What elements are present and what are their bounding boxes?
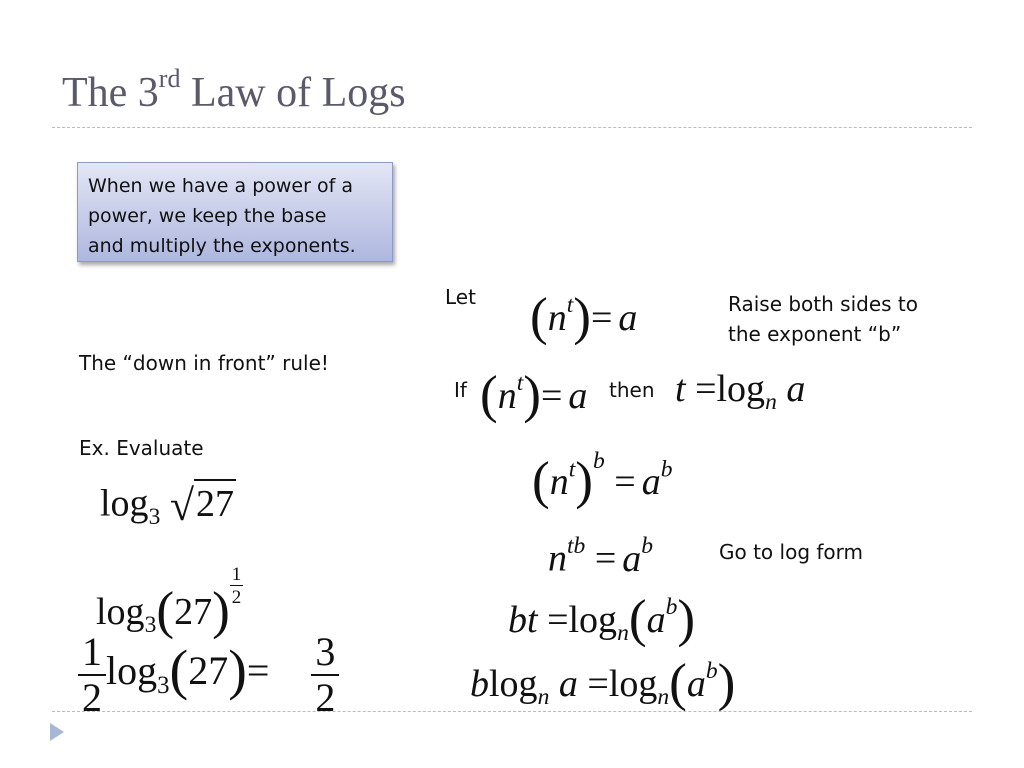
title-divider [52, 127, 972, 128]
go-to-log-form-label: Go to log form [719, 540, 864, 564]
let-equation: $(n^t)= a$ [530, 287, 638, 346]
example-label: Ex. Evaluate [79, 436, 204, 460]
product-equation: $n^{tb} = a^b$ [548, 533, 654, 580]
raise-note-line-2: the exponent “b” [728, 322, 902, 346]
note-line: When we have a power of a [88, 175, 353, 197]
down-in-front-label: The “down in front” rule! [79, 351, 329, 375]
if-label: If [454, 378, 467, 402]
log-form-equation: bt $=\log_n(a^b)$ [508, 589, 696, 648]
note-line: and multiply the exponents. [88, 235, 356, 257]
example-result: $\frac{1}{2}$ $\log_3(27)=$ $\frac{3}{2}$ [78, 632, 339, 718]
sqrt-icon: √ [169, 481, 194, 530]
raised-equation: $(n^t)^b = a^b$ [532, 448, 673, 511]
footer-divider [52, 711, 972, 712]
if-equation: $(n^t)= a$ [480, 365, 588, 424]
let-label: Let [445, 285, 476, 309]
final-equation: blog$_n$ $a =\log_n(a^b)$ [470, 653, 736, 712]
example-log-sqrt: $\log_3 √27$ [100, 484, 236, 529]
example-log-half-power: $\log_3(27)$ $\frac{1}{2}$ [96, 564, 242, 641]
slide-title: The 3rd Law of Logs [62, 64, 406, 116]
rule-note-box [77, 162, 393, 262]
raise-note-line-1: Raise both sides to [728, 292, 918, 316]
then-equation: $t =\log_n$ a [675, 368, 806, 416]
triangle-right-icon[interactable] [48, 722, 66, 746]
note-line: power, we keep the base [88, 205, 327, 227]
then-label: then [609, 378, 655, 402]
